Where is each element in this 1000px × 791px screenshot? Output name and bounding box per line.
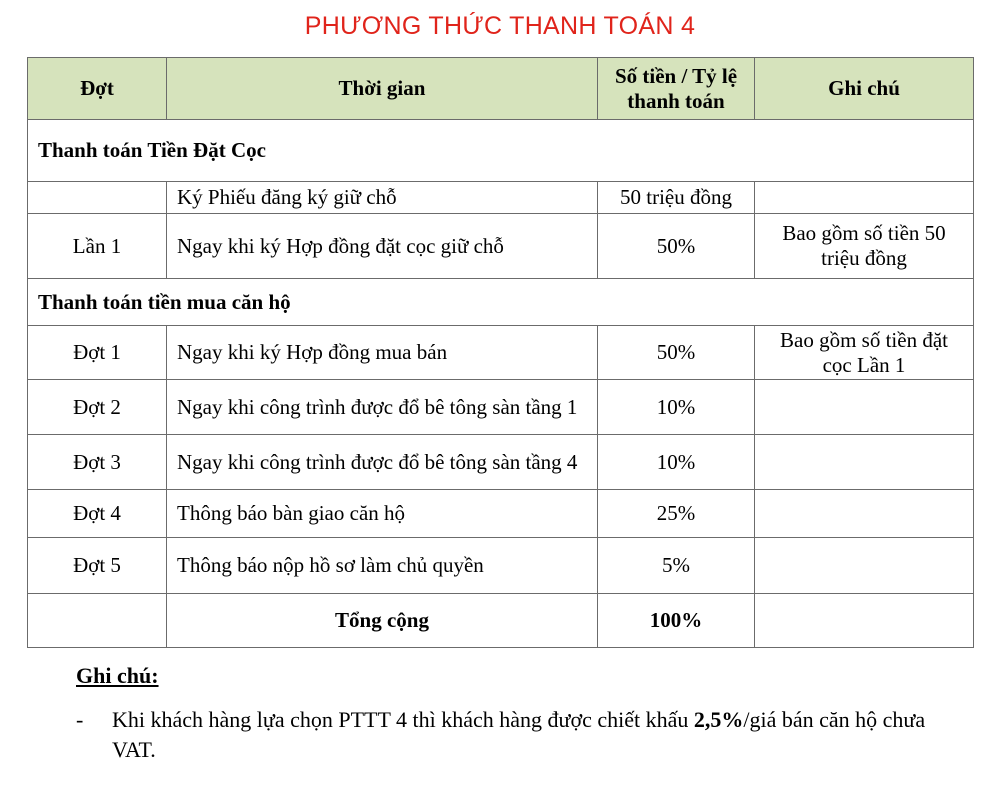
note-text: [112, 705, 966, 765]
cell-time: Ký Phiếu đăng ký giữ chỗ: [167, 182, 598, 214]
cell-dot: [28, 182, 167, 214]
table-header-row: [28, 58, 974, 120]
cell-dot: Đợt 1: [28, 326, 167, 380]
notes-heading: Ghi chú:: [76, 663, 159, 688]
total-row: [28, 594, 974, 648]
cell-empty: [28, 594, 167, 648]
header-time: Thời gian: [167, 58, 598, 120]
table-row: [28, 326, 974, 380]
cell-time: Ngay khi ký Hợp đồng đặt cọc giữ chỗ: [167, 214, 598, 279]
section-row-purchase: [28, 279, 974, 326]
cell-note: [755, 490, 974, 538]
cell-amount: 5%: [598, 538, 755, 594]
cell-note: [755, 380, 974, 435]
cell-time: Thông báo nộp hồ sơ làm chủ quyền: [167, 538, 598, 594]
total-value: 100%: [598, 594, 755, 648]
table-row: [28, 380, 974, 435]
cell-time: Ngay khi công trình được đổ bê tông sàn tầng 1: [167, 380, 598, 435]
table-row: [28, 435, 974, 490]
table-row: [28, 490, 974, 538]
cell-time: Ngay khi ký Hợp đồng mua bán: [167, 326, 598, 380]
discount-value: 2,5%: [693, 707, 744, 732]
header-note: Ghi chú: [755, 58, 974, 120]
cell-note: [755, 538, 974, 594]
cell-amount: 50%: [598, 214, 755, 279]
table-row: [28, 182, 974, 214]
cell-amount: 50 triệu đồng: [598, 182, 755, 214]
section-title-purchase: Thanh toán tiền mua căn hộ: [28, 279, 974, 326]
cell-dot: Lần 1: [28, 214, 167, 279]
cell-empty: [755, 594, 974, 648]
cell-amount: 10%: [598, 435, 755, 490]
cell-time: Ngay khi công trình được đổ bê tông sàn tầng 4: [167, 435, 598, 490]
cell-amount: 10%: [598, 380, 755, 435]
header-dot: Đợt: [28, 58, 167, 120]
cell-note: [755, 435, 974, 490]
bullet-dash: -: [76, 707, 84, 732]
cell-time: Thông báo bàn giao căn hộ: [167, 490, 598, 538]
note-text-end: /giá bán căn hộ chưa VAT.: [112, 707, 926, 762]
cell-amount: 25%: [598, 490, 755, 538]
header-amount: Số tiền / Tỷ lệ thanh toán: [598, 58, 755, 120]
section-row-deposit: [28, 120, 974, 182]
cell-dot: Đợt 5: [28, 538, 167, 594]
table-row: [28, 214, 974, 279]
section-title-deposit: Thanh toán Tiền Đặt Cọc: [28, 120, 974, 182]
page-title: PHƯƠNG THỨC THANH TOÁN 4: [304, 12, 696, 40]
total-label: Tổng cộng: [167, 594, 598, 648]
cell-dot: Đợt 2: [28, 380, 167, 435]
cell-amount: 50%: [598, 326, 755, 380]
cell-note: Bao gồm số tiền đặt cọc Lần 1: [755, 326, 974, 380]
note-text-start: Khi khách hàng lựa chọn PTTT 4 thì khách hàng được chiết khấu: [112, 707, 694, 732]
cell-note: [755, 182, 974, 214]
cell-dot: Đợt 4: [28, 490, 167, 538]
note-item: [76, 705, 966, 765]
cell-dot: Đợt 3: [28, 435, 167, 490]
cell-note: Bao gồm số tiền 50 triệu đồng: [755, 214, 974, 279]
payment-schedule-table: [27, 57, 974, 648]
table-row: [28, 538, 974, 594]
